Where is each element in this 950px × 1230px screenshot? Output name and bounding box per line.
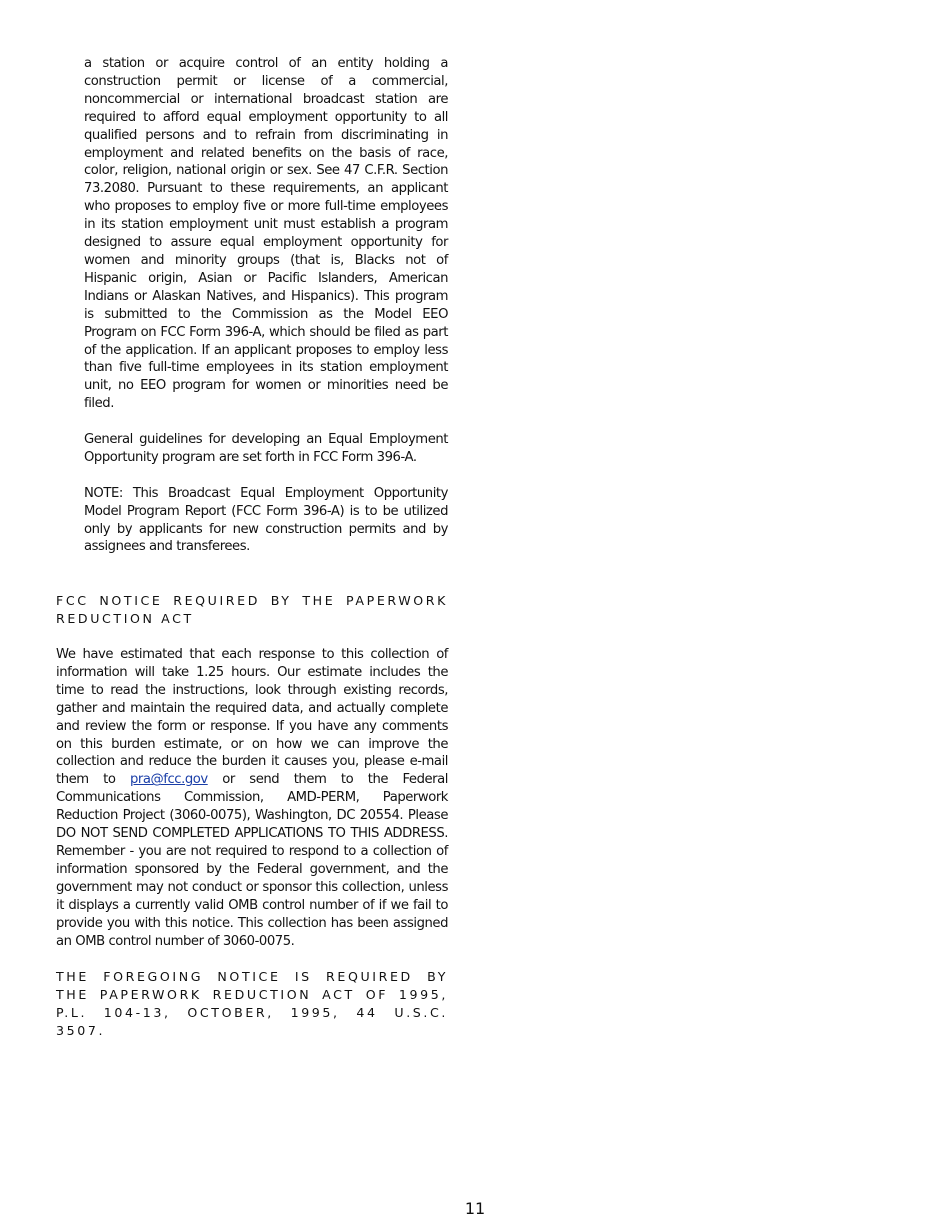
paperwork-notice-heading: FCC NOTICE REQUIRED BY THE PAPERWORK REDUCTION ACT [56, 593, 448, 627]
eeo-section [84, 55, 448, 556]
email-link[interactable]: pra@fcc.gov [130, 772, 208, 788]
paperwork-body-text-start: We have estimated that each response to this collection of information will take 1.25 hours. Our estimate includes the time to read the instructions, look through existing records, gather and maintain the required data, and actually complete and review the form or response. If you have any comments on this burden estimate, or on how we can improve the collection and reduce the burden it causes you, please e-mail them to [56, 647, 448, 788]
text-column [56, 55, 448, 1058]
eeo-requirements-paragraph: a station or acquire control of an entity holding a construction permit or license of a commercial, noncommercial or international broadcast station are required to afford equal employment opportunity to all qualified persons and to refrain from discriminating in employment and related benefits on the basis of race, color, religion, national origin or sex. See 47 C.F.R. Section 73.2080. Pursuant to these requirements, an applicant who proposes to employ five or more full-time employees in its station employment unit must establish a program designed to assure equal employment opportunity for women and minority groups (that is, Blacks not of Hispanic origin, Asian or Pacific Islanders, American Indians or Alaskan Natives, and Hispanics). This program is submitted to the Commission as the Model EEO Program on FCC Form 396-A, which should be filed as part of the application. If an applicant proposes to employ less than five full-time employees in its station employment unit, no EEO program for women or minorities need be filed. [84, 56, 448, 412]
paperwork-notice-body [56, 646, 448, 950]
eeo-note-paragraph: NOTE: This Broadcast Equal Employment Opportunity Model Program Report (FCC Form 396-A) is to be utilized only by applicants for new construction permits and by assignees and transferees. [84, 485, 448, 555]
paperwork-body-text-end: or send them to the Federal Communications Commission, AMD-PERM, Paperwork Reduction Project (3060-0075), Washington, DC 20554. Please DO NOT SEND COMPLETED APPLICATIONS TO THIS ADDRESS. Remember - you are not required to respond to a collection of information sponsored by the Federal government, and the government may not conduct or sponsor this collection, unless it displays a currently valid OMB control number of if we fail to provide you with this notice. This collection has been assigned an OMB control number of 3060-0075. [56, 772, 448, 949]
closing-notice: THE FOREGOING NOTICE IS REQUIRED BY THE PAPERWORK REDUCTION ACT OF 1995, P.L. 104-13, OCTOBER, 1995, 44 U.S.C. 3507. [56, 969, 448, 1039]
page-number: 11 [464, 1199, 486, 1218]
eeo-guidelines-paragraph: General guidelines for developing an Equal Employment Opportunity program are set forth in FCC Form 396-A. [84, 432, 448, 465]
